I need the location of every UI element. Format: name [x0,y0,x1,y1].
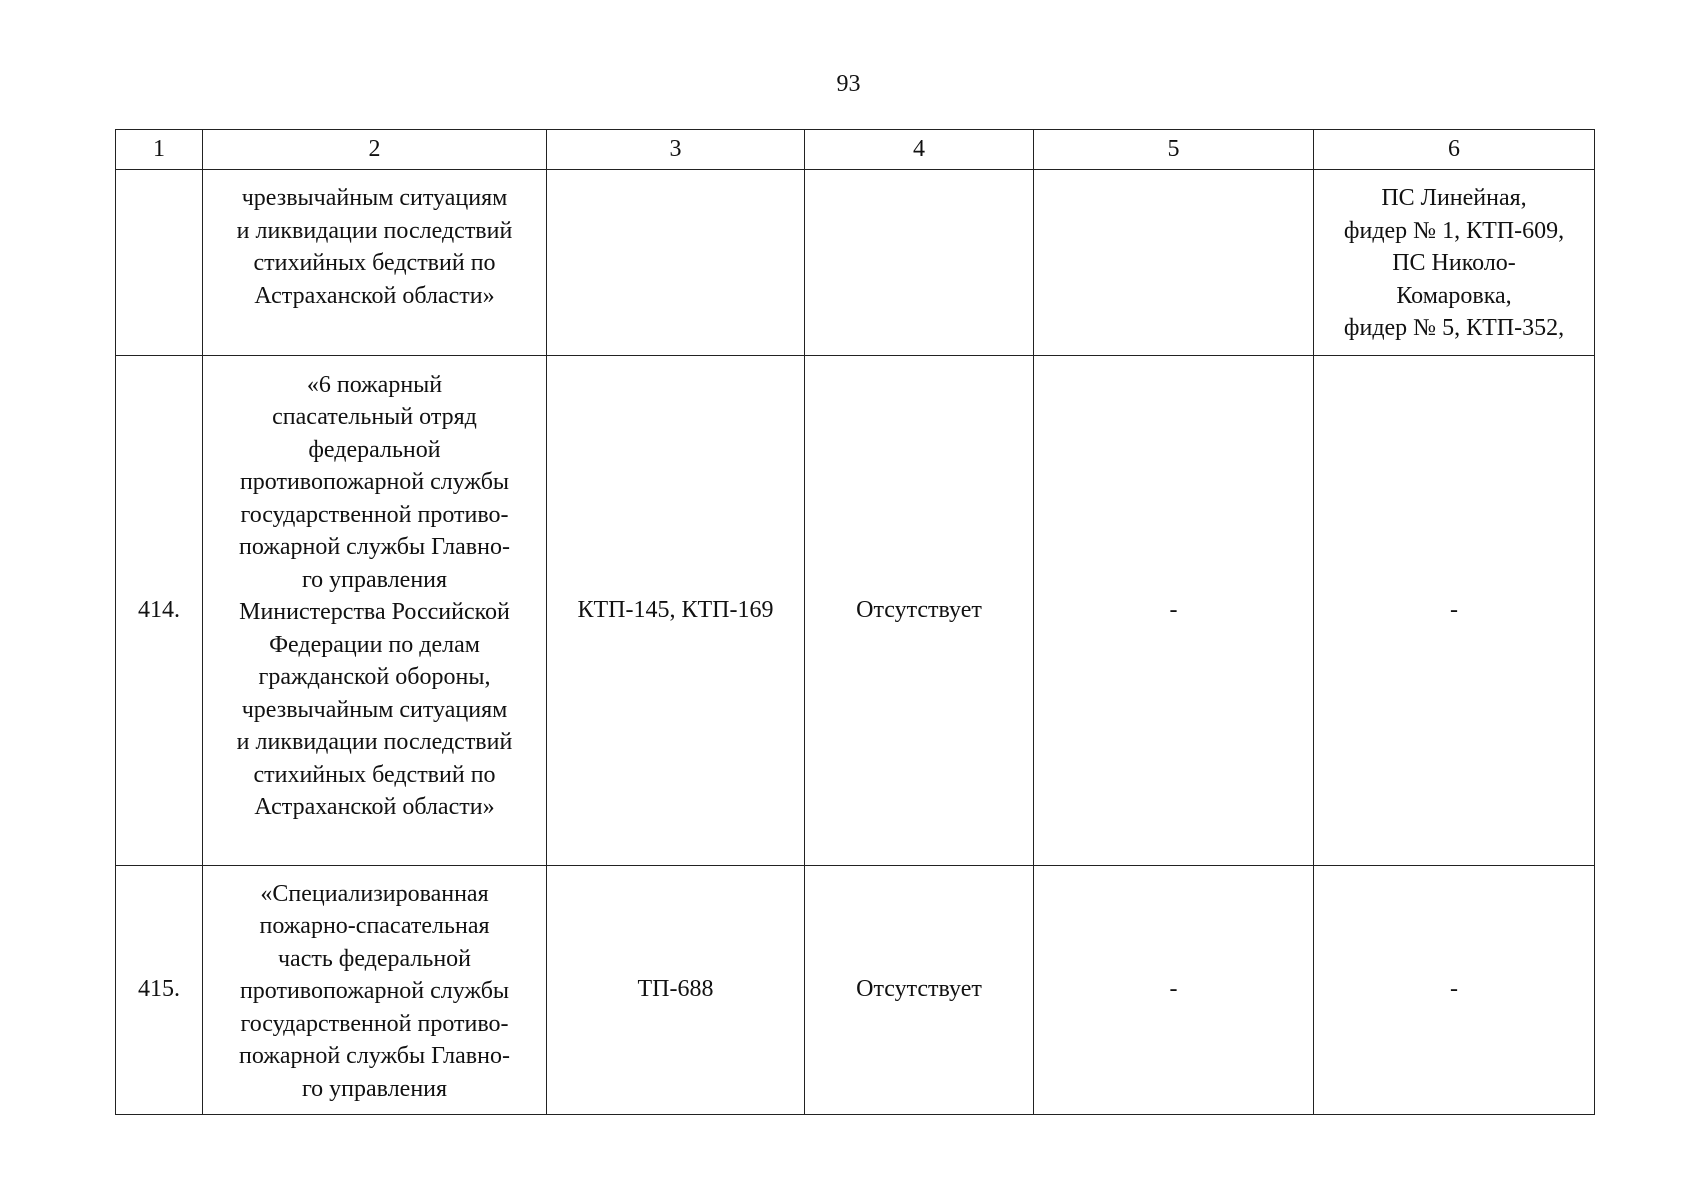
cell-text-line: фидер № 1, КТП-609, [1343,217,1565,244]
table-row [116,865,1595,1114]
cell-text-line: «6 пожарный [306,371,443,398]
cell-text-line: противопожарной службы [239,469,510,495]
column-5-cell: - [1034,355,1314,865]
cell-text-line: Астраханской области» [254,794,495,820]
cell-text-line: и ликвидации последствий [236,217,513,244]
organization-name-cell [203,355,547,865]
organization-name-cell [203,170,547,356]
cell-text-line: фидер № 5, КТП-352, [1343,315,1565,341]
column-5-cell [1034,170,1314,356]
column-5-cell: - [1034,865,1314,1114]
column-6-cell: - [1314,865,1595,1114]
reserve-cell [805,170,1034,356]
cell-text-line: чрезвычайным ситуациям [241,185,508,211]
cell-text-line: го управления [301,1075,448,1102]
cell-text-line: и ликвидации последствий [236,729,513,755]
column-6-cell: - [1314,355,1595,865]
facilities-table [115,129,1595,1115]
cell-text-line: «Специализированная [260,880,489,907]
cell-text-line: пожарной службы Главно- [239,1043,510,1070]
cell-text-line: стихийных бедствий по [253,761,496,788]
row-number-cell: 415. [116,865,203,1114]
column-header: 4 [805,130,1034,170]
column-header: 3 [547,130,805,170]
table-row [116,170,1595,356]
cell-text-line: Министерства Российской [239,599,510,625]
cell-text-line: гражданской обороны, [258,664,491,690]
cell-text-line: стихийных бедствий по [253,250,496,276]
cell-text-line: спасательный отряд [272,404,477,430]
column-6-cell [1314,170,1595,356]
substation-cell: ТП-688 [547,865,805,1114]
cell-text-line: Астраханской области» [254,282,495,309]
cell-text-line: государственной противо- [240,1010,509,1037]
table-row [116,355,1595,865]
cell-text-line: федеральной [308,436,441,463]
cell-text-line: часть федеральной [277,945,472,972]
reserve-cell: Отсутствует [805,355,1034,865]
column-header: 6 [1314,130,1595,170]
cell-text-line: противопожарной службы [239,978,510,1005]
cell-text-line: Комаровка, [1396,282,1512,309]
cell-text-line: ПС Николо- [1392,250,1516,276]
row-number-cell [116,170,203,356]
substation-cell: КТП-145, КТП-169 [547,355,805,865]
column-header: 5 [1034,130,1314,170]
page-number: 93 [836,71,861,97]
row-number-cell: 414. [116,355,203,865]
cell-text-line: пожарной службы Главно- [239,534,510,560]
cell-text-line: государственной противо- [240,501,509,528]
cell-text-line: Федерации по делам [269,631,480,658]
organization-name-cell [203,865,547,1114]
column-header: 2 [203,130,547,170]
cell-text-line: го управления [301,566,448,593]
cell-text-line: ПС Линейная, [1381,185,1527,211]
column-header: 1 [116,130,203,170]
substation-cell [547,170,805,356]
cell-text-line: пожарно-спасательная [259,913,490,940]
table-header-row [116,130,1595,170]
cell-text-line: чрезвычайным ситуациям [241,696,508,723]
reserve-cell: Отсутствует [805,865,1034,1114]
